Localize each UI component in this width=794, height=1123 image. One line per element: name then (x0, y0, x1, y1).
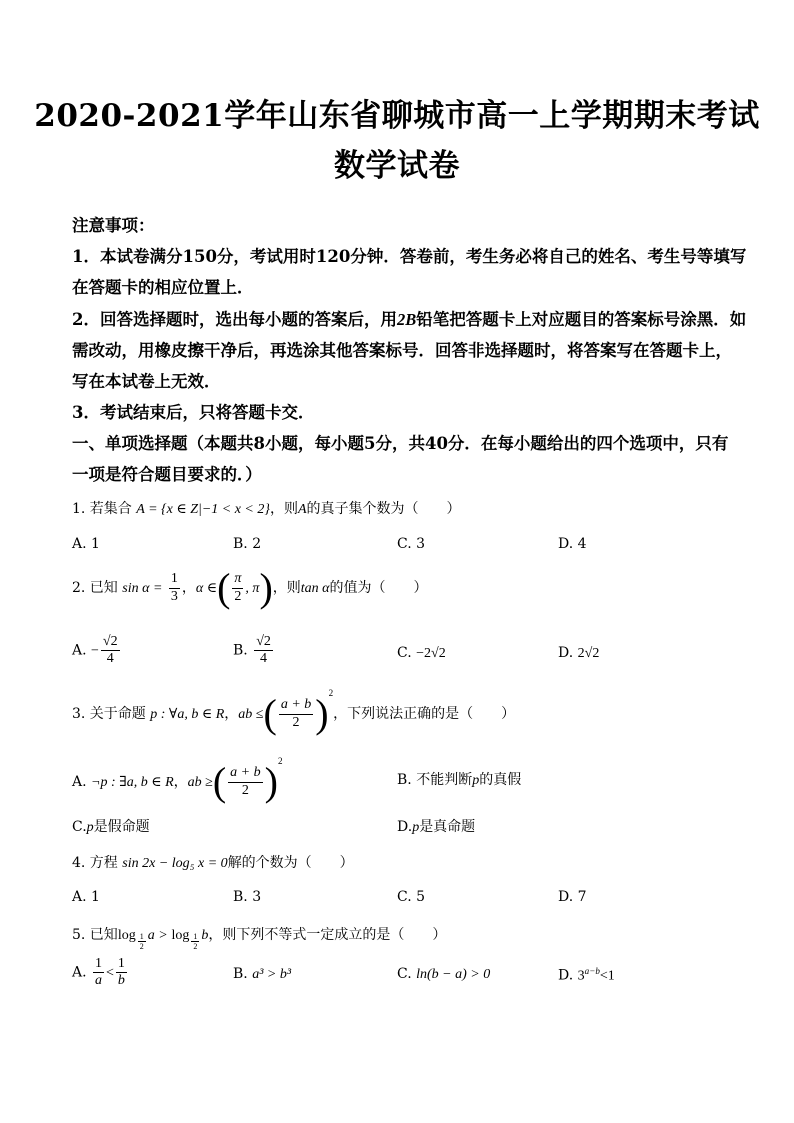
q1-set-expression: A = {x ∈ Z|−1 < x < 2} (136, 502, 270, 517)
q2-b-fraction (254, 634, 273, 667)
q2-option-a (72, 634, 122, 667)
q4-option-a: A. 1 (72, 889, 100, 905)
q5-a-frac-2 (116, 956, 127, 989)
note-2-line-1 (72, 306, 746, 330)
q3-option-c (72, 816, 150, 836)
q5-log-1: log (117, 928, 136, 943)
q1-mid: ，则 (269, 501, 298, 517)
q3-proposition: p : ∀a, b ∈ R (150, 707, 225, 722)
q5-log-2: log (171, 928, 190, 943)
q3-d-text: 是真命题 (419, 819, 476, 835)
q3-c-text: 是假命题 (93, 819, 150, 835)
q4-option-d: D. 7 (558, 889, 587, 905)
q2-pi: π (232, 571, 243, 588)
note-2-text-a: 2．回答选择题时，选出每小题的答案后，用 (72, 310, 397, 329)
q2-c-value: −2√2 (416, 646, 446, 661)
q3-a-num: a + b (228, 765, 262, 782)
q1-var: A (297, 502, 307, 517)
section-heading-line-1: 一、单项选择题（本题共8小题，每小题5分，共40分．在每小题给出的四个选项中，只有 (72, 434, 729, 453)
q3-a-den: 2 (241, 782, 249, 798)
q2-b-num: √2 (254, 634, 273, 651)
q5-base-1 (138, 932, 146, 951)
q3-b-p: p (472, 773, 480, 788)
q3-close-paren: ) (315, 691, 329, 736)
q2-two: 2 (234, 588, 242, 604)
q5-d-base: 3 (577, 968, 585, 984)
q1-suffix: 的真子集个数为（ ） (306, 501, 461, 517)
q5-base-2 (191, 932, 199, 951)
q1-prefix: 1. 若集合 (72, 501, 132, 517)
page-title: 2020-2021学年山东省聊城市高一上学期期末考试 (34, 98, 760, 134)
q5-option-d (558, 966, 615, 985)
question-1 (72, 498, 461, 518)
q5-d-exponent: a−b (584, 966, 600, 976)
q4-suffix: 解的个数为（ ） (227, 855, 354, 871)
q5-b-label: B. (233, 966, 248, 982)
q2-mid: ，则 (272, 580, 301, 596)
q5-base-1-num: 1 (139, 931, 144, 941)
q5-a-frac-2-den: b (117, 973, 125, 989)
q5-base-2-num: 1 (193, 931, 198, 941)
q5-a: a (147, 928, 155, 943)
q3-option-b (397, 769, 521, 789)
q5-b: b (201, 928, 209, 943)
q2-pi-fraction (232, 571, 243, 604)
q2-c-label: C. (397, 645, 412, 661)
question-2 (72, 565, 428, 610)
q2-a-num: √2 (101, 634, 120, 651)
q2-fraction-num: 1 (169, 571, 180, 588)
q2-a-den: 4 (106, 651, 114, 667)
q3-d-p: p (412, 820, 420, 835)
q3-a-open-paren: ( (212, 759, 227, 804)
q2-alpha-in: α ∈ (195, 581, 218, 596)
q3-open-paren: ( (263, 691, 277, 736)
q5-suffix: ，则下列不等式一定成立的是（ ） (208, 927, 447, 943)
q3-a-comma: ， (173, 774, 188, 790)
q3-d-label: D. (397, 819, 413, 835)
q2-prefix: 2. 已知 (72, 580, 118, 596)
note-2-text-b: 铅笔把答题卡上对应题目的答案标号涂黑．如 (416, 310, 747, 329)
q3-a-fraction (228, 765, 262, 798)
q2-b-den: 4 (260, 651, 268, 667)
q5-option-c (397, 966, 490, 983)
q5-option-b (233, 966, 291, 983)
q5-prefix: 5. 已知 (72, 927, 118, 943)
q3-a-ab: ab ≥ (187, 775, 213, 790)
q2-option-d (558, 645, 599, 662)
q1-option-c: C. 3 (397, 536, 426, 552)
q4-option-b: B. 3 (233, 889, 262, 905)
q5-c-label: C. (397, 966, 412, 982)
q3-den: 2 (292, 714, 300, 730)
q2-option-b (233, 634, 275, 667)
q5-a-frac-1 (93, 956, 104, 989)
q3-a-exponent: 2 (277, 756, 283, 766)
note-1-line-2: 在答题卡的相应位置上． (72, 278, 254, 297)
question-5 (72, 924, 446, 951)
q3-b-suffix: 的真假 (479, 772, 522, 788)
note-2-line-3: 写在本试卷上无效． (72, 372, 221, 391)
q5-d-suffix: <1 (599, 968, 615, 984)
q4-prefix: 4. 方程 (72, 855, 118, 871)
q3-option-d (397, 816, 475, 836)
q5-b-value: a³ > b³ (252, 967, 292, 982)
notes-heading: 注意事项： (72, 216, 155, 235)
q1-option-b: B. 2 (233, 536, 262, 552)
q3-a-negation: ¬p : ∃a, b ∈ R (91, 775, 174, 790)
q2-a-sign: − (91, 643, 99, 659)
q3-c-p: p (86, 820, 94, 835)
q3-num: a + b (279, 697, 313, 714)
q3-exponent: 2 (328, 688, 334, 698)
q5-gt: > (159, 928, 168, 943)
q3-comma: ， (224, 706, 239, 722)
note-2-pencil: 2B (396, 310, 417, 329)
q3-ab: ab ≤ (238, 707, 264, 722)
q2-a-fraction (101, 634, 120, 667)
q2-open-paren: ( (217, 565, 231, 610)
q3-fraction (279, 697, 313, 730)
q2-d-value: 2√2 (577, 646, 600, 661)
q5-a-lt: < (106, 965, 114, 981)
q1-option-d: D. 4 (558, 536, 587, 552)
q2-close-paren: ) (259, 565, 273, 610)
q5-c-value: ln(b − a) > 0 (416, 967, 491, 982)
q2-suffix: 的值为（ ） (329, 580, 428, 596)
question-4 (72, 852, 354, 872)
q2-sin: sin α = (122, 581, 163, 596)
q3-c-label: C. (72, 819, 87, 835)
q2-comma: ， (181, 580, 196, 596)
q2-tan: tan α (300, 581, 330, 596)
q2-fraction-den: 3 (170, 588, 178, 604)
page-subtitle: 数学试卷 (334, 148, 460, 184)
q4-option-c: C. 5 (397, 889, 426, 905)
q3-b-text: B. 不能判断 (397, 772, 473, 788)
q3-prefix: 3. 关于命题 (72, 706, 146, 722)
q3-a-label: A. (72, 774, 87, 790)
section-heading-line-2: 一项是符合题目要求的．） (72, 465, 262, 484)
q5-base-1-den: 2 (139, 942, 144, 951)
q2-a-label: A. (72, 642, 87, 659)
q2-b-label: B. (233, 642, 248, 659)
note-3: 3．考试结束后，只将答题卡交． (72, 403, 315, 422)
q5-d-label: D. (558, 967, 574, 984)
q5-base-2-den: 2 (193, 942, 198, 951)
q3-option-a (72, 756, 282, 802)
q2-pi-end: , π (245, 581, 260, 596)
q4-equation: sin 2x − log₅ x = 0 (122, 856, 228, 871)
q2-option-c (397, 645, 446, 662)
question-3 (72, 688, 515, 734)
note-1-line-1: 1．本试卷满分150分，考试用时120分钟．答卷前，考生务必将自己的姓名、考生号等填写 (72, 247, 747, 266)
note-2-line-2: 需改动，用橡皮擦干净后，再选涂其他答案标号．回答非选择题时，将答案写在答题卡上， (72, 341, 732, 360)
q3-suffix: ，下列说法正确的是（ ） (333, 706, 516, 722)
q5-a-frac-2-num: 1 (116, 956, 127, 973)
q5-option-a (72, 956, 129, 989)
q2-d-label: D. (558, 645, 574, 661)
q1-option-a: A. 1 (72, 536, 100, 552)
q3-a-close-paren: ) (264, 759, 278, 804)
q5-a-frac-1-num: 1 (93, 956, 104, 973)
q5-a-label: A. (72, 964, 87, 981)
q5-a-frac-1-den: a (95, 973, 103, 989)
q2-fraction (169, 571, 180, 604)
